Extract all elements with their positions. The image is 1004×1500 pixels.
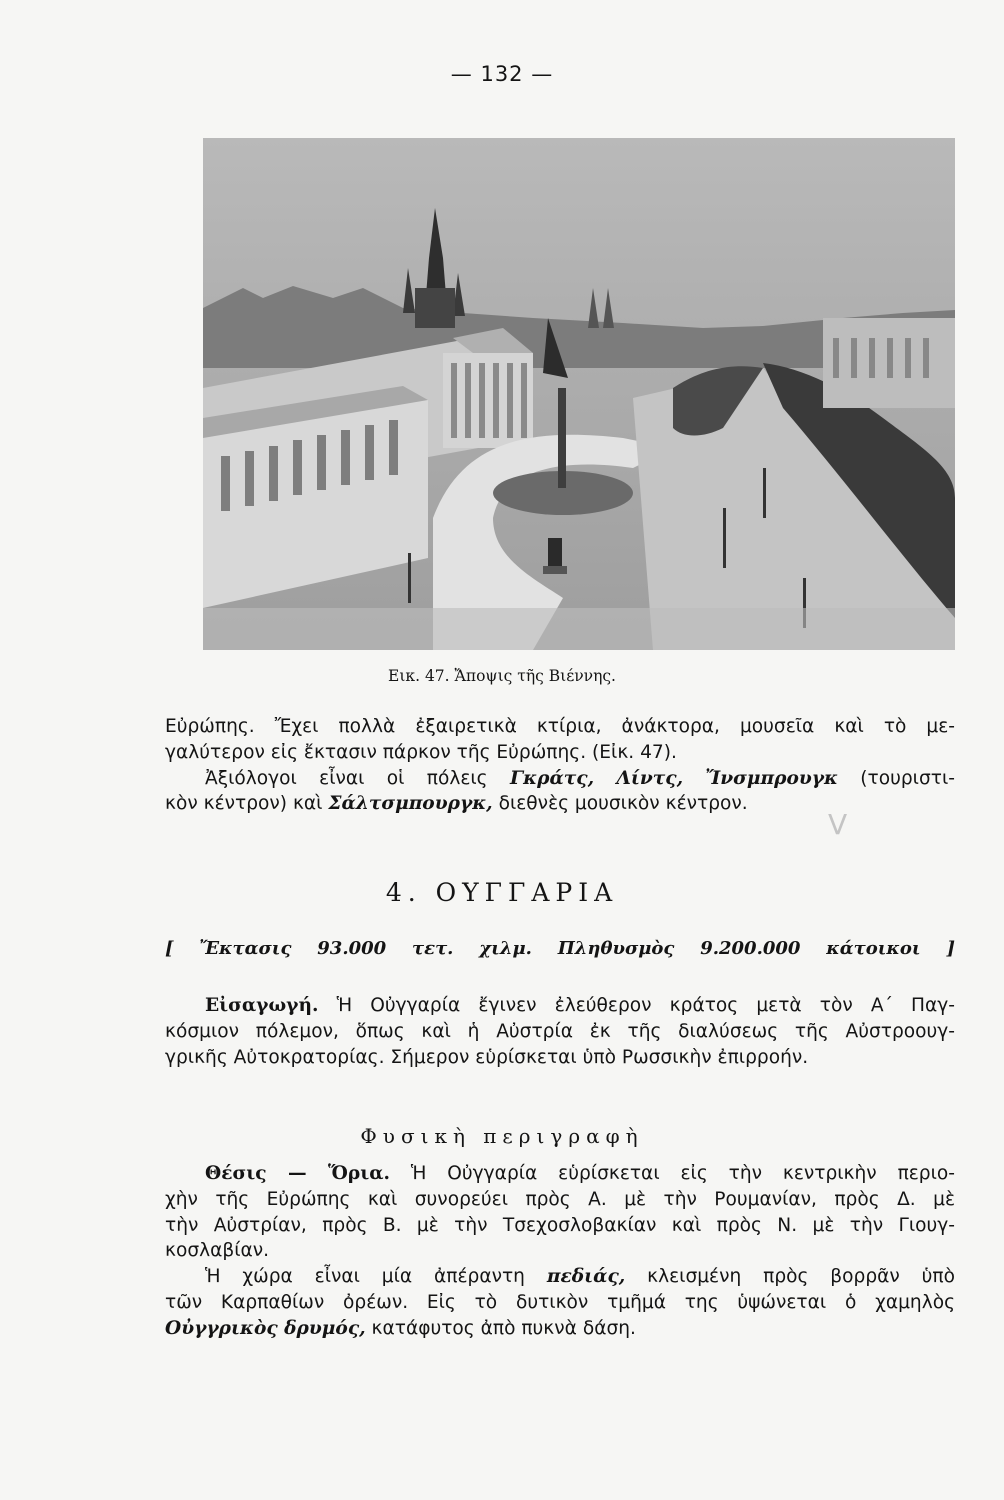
paragraph-line [165,993,955,1019]
paragraph-position [165,1161,955,1342]
paragraph-line: κοσλαβίαν. [165,1240,270,1262]
intro-line1: Ἡ Οὐγγαρία ἔγινεν ἐλεύθερον κράτος μετὰ τὸν Α΄ Παγ- [318,995,955,1016]
hungary-stats: [ Ἔκτασις 93.000 τετ. χιλμ. Πληθυσμὸς 9.200.000 κάτοικοι ] [165,938,955,959]
paragraph-line [165,1316,955,1342]
cities-line2-pre: κὸν κέντρον) καὶ [165,793,329,815]
figure-caption: Εικ. 47. Ἄποψις τῆς Βιέννης. [388,667,616,685]
paragraph-europe [165,714,955,817]
paragraph-line: χὴν τῆς Εὐρώπης καὶ συνορεύει πρὸς Α. μὲ τὴν Ρουμανίαν, πρὸς Δ. μὲ [165,1188,955,1210]
paragraph-line: κόσμιον πόλεμον, ὅπως καὶ ἡ Αὐστρία ἐκ τῆς διαλύσεως τῆς Αὐστροουγ- [165,1020,955,1042]
cities-tail: (τουριστι- [860,767,955,789]
section-heading-hungary: 4. ΟΥΓΓΑΡΙΑ [385,878,619,907]
city-graz: Γκράτς, [509,767,595,789]
paragraph-line: τῶν Καρπαθίων ὀρέων. Εἰς τὸ δυτικὸν τμῆμά της ὑψώνεται ὁ χαμηλὸς [165,1291,955,1313]
position-label: Θέσις — Ὅρια. [205,1163,390,1184]
terrain-line1-pre: Ἡ χώρα εἶναι μία ἀπέραντη [205,1266,547,1288]
term-plain: πεδιάς, [546,1266,626,1288]
cities-line2-post: διεθνὲς μουσικὸν κέντρον. [492,793,748,815]
paragraph-line [165,1264,955,1290]
city-innsbruck: Ἴνσμπρουγκ [705,767,838,789]
paragraph-line: γρικῆς Αὐτοκρατορίας. Σήμερον εὑρίσκεται ὑπὸ Ρωσσικὴν ἐπιρροήν. [165,1046,809,1068]
terrain-line1-post: κλεισμένη πρὸς βορρᾶν ὑπὸ [625,1266,955,1288]
vienna-photo [203,138,955,650]
vienna-photo-illustration [203,138,955,650]
position-line1: Ἡ Οὐγγαρία εὑρίσκεται εἰς τὴν κεντρικὴν περιο- [389,1163,955,1184]
cities-intro: Ἀξιόλογοι εἶναι οἱ πόλεις [205,767,510,789]
margin-check-mark: V [828,808,848,841]
paragraph-line [165,1161,955,1187]
paragraph-line: Εὐρώπης. Ἔχει πολλὰ ἐξαιρετικὰ κτίρια, ἀνάκτορα, μουσεῖα καὶ τὸ με- [165,716,955,737]
physical-description-heading: Φυσικὴ περιγραφὴ [360,1124,644,1148]
city-salzburg: Σάλτσμπουργκ, [328,793,493,815]
terrain-line3-post: κατάφυτος ἀπὸ πυκνὰ δάση. [365,1317,636,1339]
paragraph-line: γαλύτερον εἰς ἔκτασιν πάρκον τῆς Εὐρώπης. (Εἰκ. 47). [165,741,677,763]
paragraph-introduction [165,993,955,1070]
paragraph-line: τὴν Αὐστρίαν, πρὸς Β. μὲ τὴν Τσεχοσλοβακίαν καὶ πρὸς Ν. μὲ τὴν Γιουγ- [165,1214,955,1236]
intro-label: Εἰσαγωγή. [205,995,319,1016]
term-hungarian-forest: Οὐγγρικὸς δρυμός, [165,1317,366,1339]
city-linz: Λίντς, [616,767,684,789]
paragraph-line [165,766,955,792]
page-number: — 132 — [450,62,554,86]
